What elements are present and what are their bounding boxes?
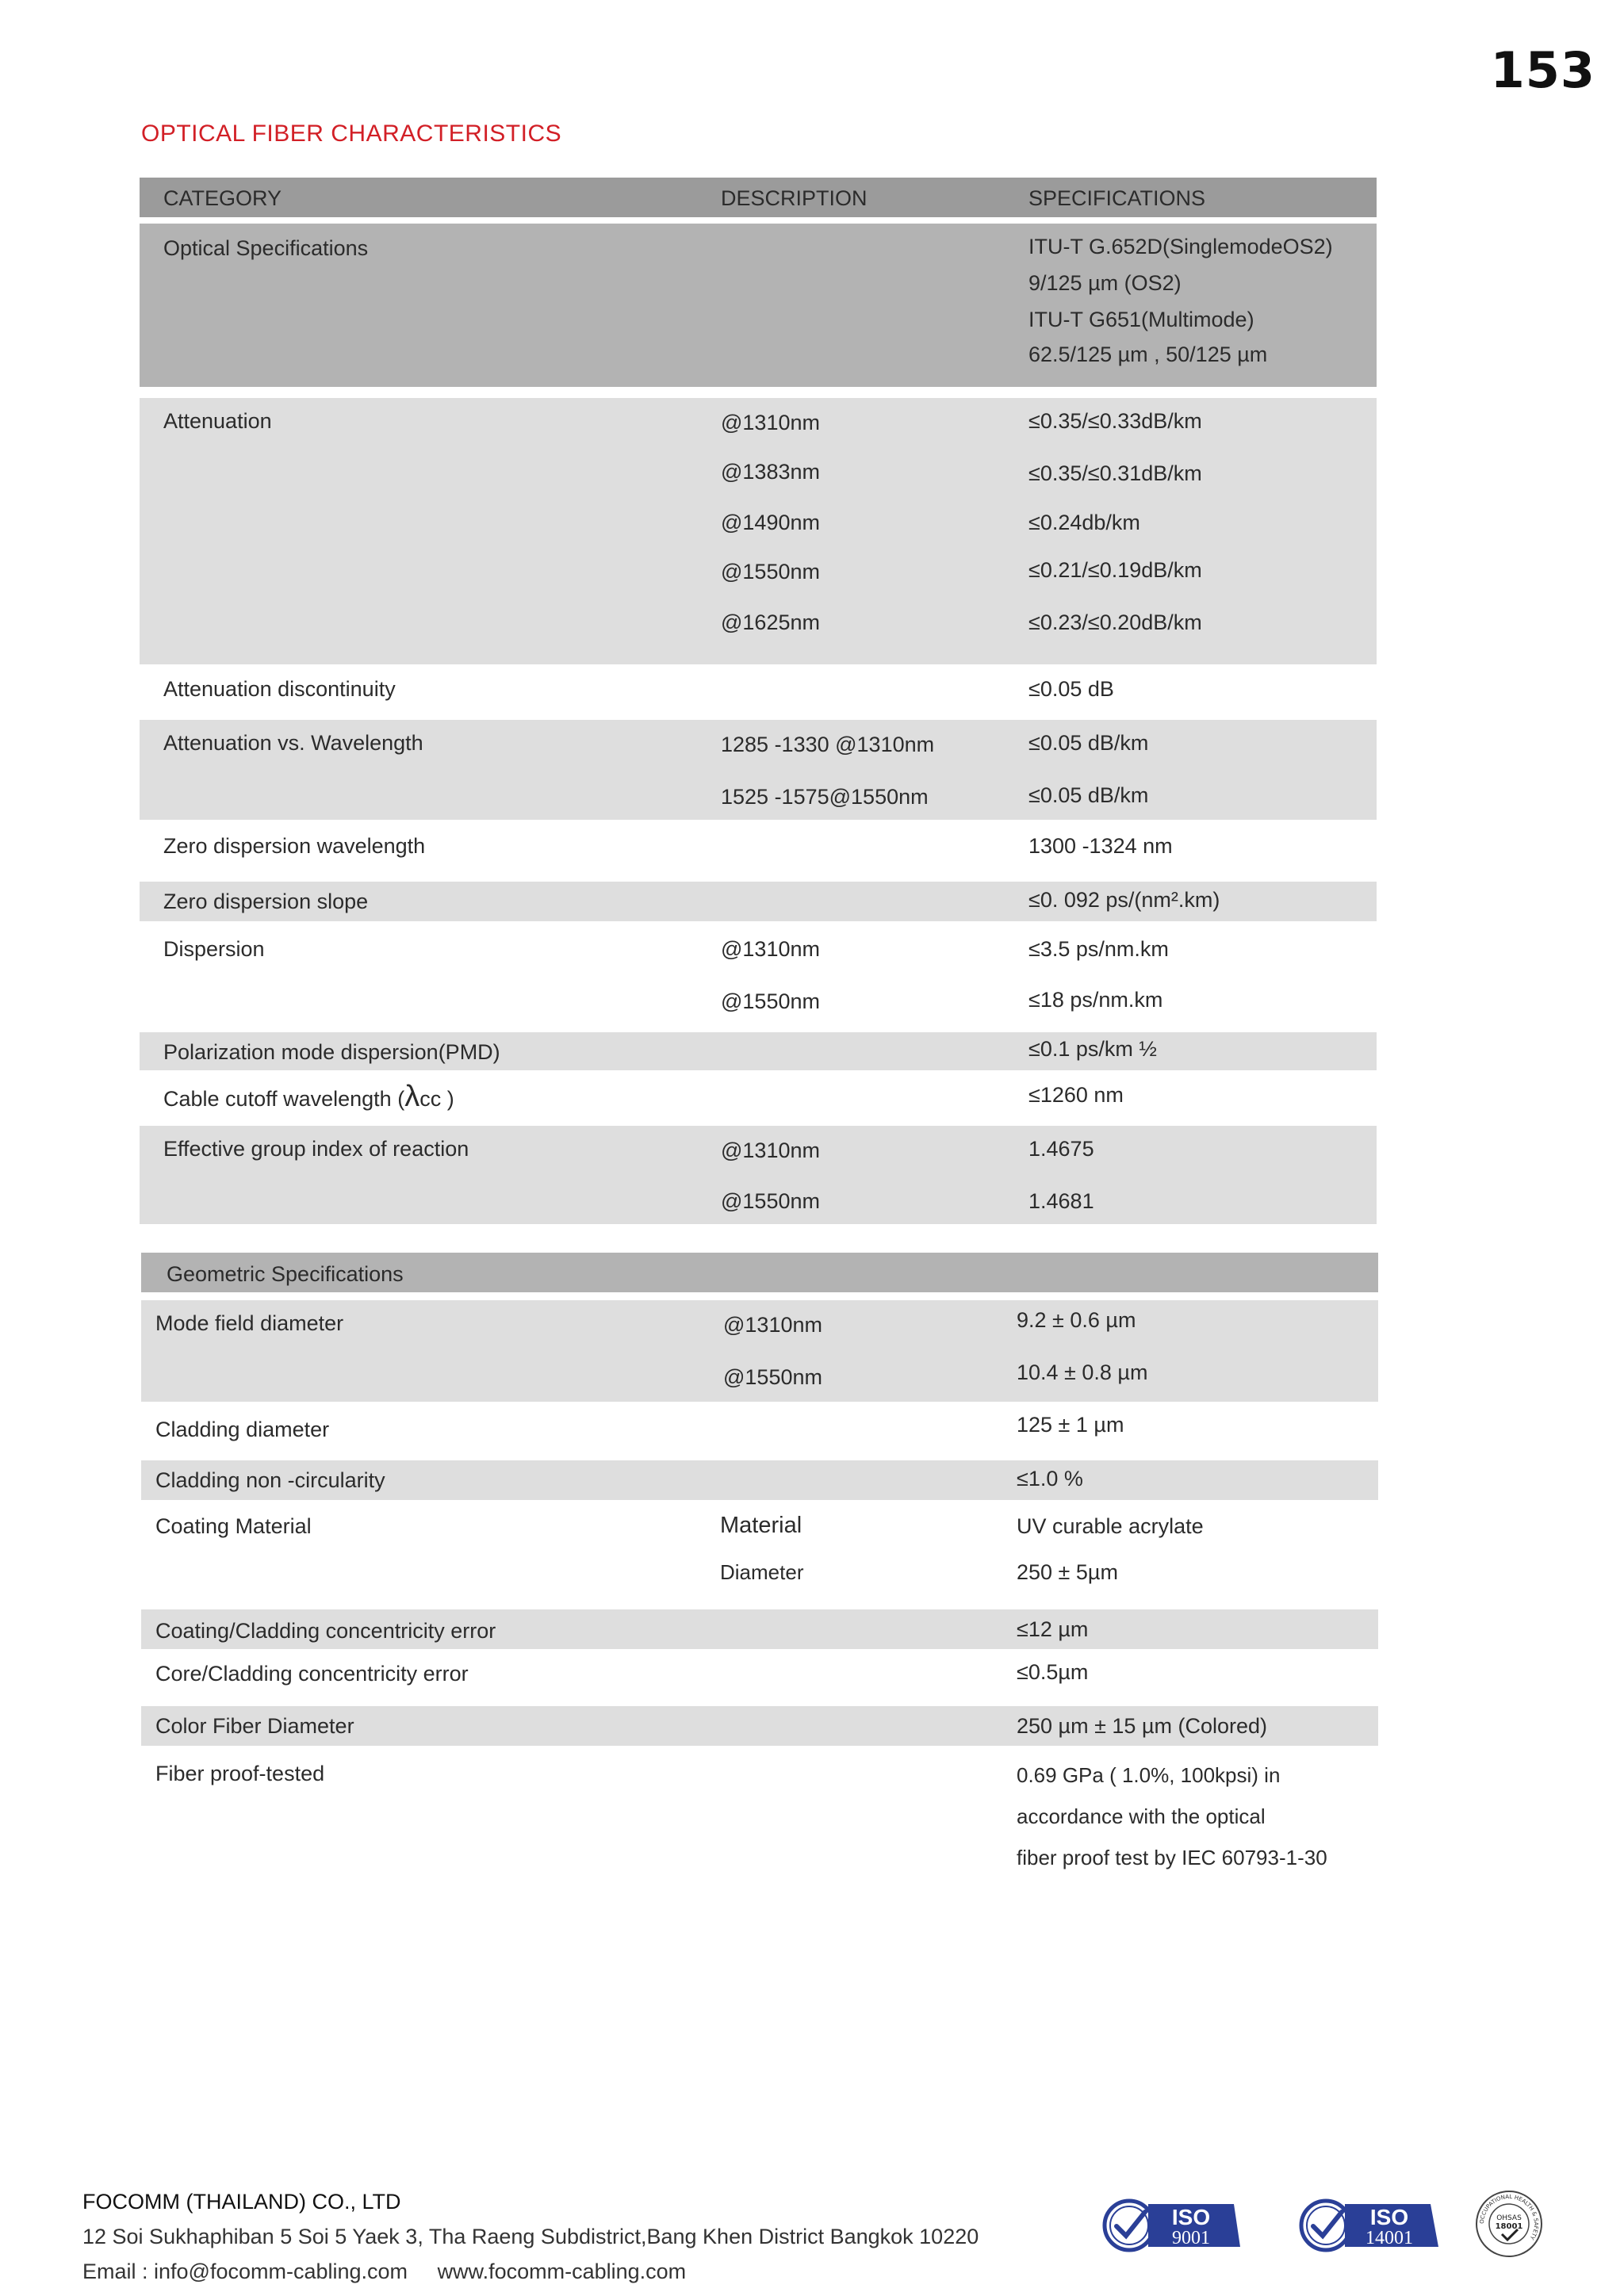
spec-line: 250 ± 5µm — [1017, 1560, 1118, 1584]
lambda-symbol: λ — [404, 1080, 420, 1113]
footer-address: 12 Soi Sukhaphiban 5 Soi 5 Yaek 3, Tha Raeng Subdistrict,Bang Khen District Bangkok 10220 — [82, 2225, 979, 2248]
footer-company: FOCOMM (THAILAND) CO., LTD — [82, 2190, 401, 2214]
header-category: CATEGORY — [163, 186, 282, 210]
spec-line: ≤0.24db/km — [1028, 511, 1140, 534]
table-row — [140, 1032, 1377, 1070]
table-row — [141, 1460, 1378, 1500]
row-label: Attenuation vs. Wavelength — [163, 731, 423, 755]
spec-line: 1.4675 — [1028, 1137, 1094, 1161]
desc-line: @1383nm — [721, 460, 820, 484]
spec-line: fiber proof test by IEC 60793-1-30 — [1017, 1846, 1327, 1869]
spec-line: ≤0.1 ps/km ½ — [1028, 1037, 1157, 1061]
desc-line: @1310nm — [721, 411, 820, 434]
row-label: Dispersion — [163, 937, 265, 961]
row-label: Coating Material — [155, 1514, 312, 1538]
table-row — [140, 1072, 1377, 1124]
spec-line: ≤0.21/≤0.19dB/km — [1028, 558, 1202, 582]
row-label: Polarization mode dispersion(PMD) — [163, 1040, 500, 1064]
desc-line: @1310nm — [723, 1313, 822, 1337]
ohsas-label: OHSAS — [1496, 2214, 1522, 2222]
spec-line: 10.4 ± 0.8 µm — [1017, 1360, 1148, 1384]
page-title: OPTICAL FIBER CHARACTERISTICS — [141, 121, 562, 147]
table-row — [140, 923, 1377, 1031]
spec-line: ≤0. 092 ps/(nm².km) — [1028, 888, 1220, 912]
section-label-optical: Optical Specifications — [163, 236, 369, 260]
row-label: Effective group index of reaction — [163, 1137, 469, 1161]
row-label: Mode field diameter — [155, 1311, 344, 1335]
table-row — [141, 1609, 1378, 1649]
iso-9001-bottom: 9001 — [1172, 2228, 1210, 2248]
spec-line: 62.5/125 µm , 50/125 µm — [1028, 342, 1268, 366]
desc-line: 1285 -1330 @1310nm — [721, 733, 935, 756]
header-description: DESCRIPTION — [721, 186, 868, 210]
row-label: Coating/Cladding concentricity error — [155, 1619, 496, 1643]
table-row — [141, 1651, 1378, 1705]
ohsas-ring-text: OCCUPATIONAL HEALTH & SAFETY — [1478, 2193, 1540, 2241]
cutoff-label-text: Cable cutoff wavelength ( — [163, 1087, 405, 1111]
table-row — [140, 398, 1377, 664]
iso-14001-badge-icon — [1297, 2195, 1438, 2256]
spec-line: 1.4681 — [1028, 1189, 1094, 1213]
spec-line: UV curable acrylate — [1017, 1514, 1204, 1538]
spec-line: 9.2 ± 0.6 µm — [1017, 1308, 1136, 1332]
row-label: Attenuation discontinuity — [163, 677, 396, 701]
spec-line: ≤1260 nm — [1028, 1083, 1124, 1107]
spec-line: ITU-T G651(Multimode) — [1028, 308, 1254, 331]
desc-line: @1310nm — [721, 1138, 820, 1162]
table-row — [140, 224, 1377, 387]
spec-line: ≤0.05 dB/km — [1028, 731, 1149, 755]
row-label: Zero dispersion slope — [163, 890, 369, 913]
footer-email: Email : info@focomm-cabling.com — [82, 2260, 408, 2283]
iso-9001-badge-icon — [1101, 2195, 1240, 2256]
spec-line: ≤0.05 dB — [1028, 677, 1114, 701]
row-label — [163, 1080, 454, 1114]
spec-line: ≤3.5 ps/nm.km — [1028, 937, 1169, 961]
iso-14001-top: ISO — [1369, 2205, 1409, 2229]
row-label: Core/Cladding concentricity error — [155, 1662, 469, 1686]
cutoff-label-suffix: cc ) — [419, 1087, 454, 1111]
row-label: Attenuation — [163, 409, 272, 433]
ohsas-18001-seal-icon — [1475, 2190, 1543, 2258]
table-header — [140, 178, 1377, 217]
row-label: Cladding diameter — [155, 1418, 330, 1441]
iso-14001-bottom: 14001 — [1365, 2228, 1413, 2248]
spec-line: accordance with the optical — [1017, 1804, 1266, 1828]
spec-line: ≤0.23/≤0.20dB/km — [1028, 610, 1202, 634]
table-row — [141, 1300, 1378, 1402]
table-row — [141, 1706, 1378, 1746]
desc-line: @1550nm — [721, 560, 820, 584]
spec-line: 0.69 GPa ( 1.0%, 100kpsi) in — [1017, 1763, 1281, 1787]
row-label: Cladding non -circularity — [155, 1468, 385, 1492]
table-row — [140, 821, 1377, 878]
table-row — [141, 1253, 1378, 1292]
spec-line: ≤0.05 dB/km — [1028, 783, 1149, 807]
footer-website[interactable]: www.focomm-cabling.com — [437, 2260, 687, 2283]
spec-line: ≤0.35/≤0.33dB/km — [1028, 409, 1202, 433]
spec-line: 250 µm ± 15 µm (Colored) — [1017, 1714, 1268, 1738]
table-row — [140, 882, 1377, 921]
footer-contact — [82, 2260, 710, 2284]
desc-line: @1310nm — [721, 937, 820, 961]
spec-line: ≤0.35/≤0.31dB/km — [1028, 461, 1202, 485]
iso-9001-top: ISO — [1171, 2205, 1211, 2229]
header-specifications: SPECIFICATIONS — [1028, 186, 1206, 210]
spec-line: 125 ± 1 µm — [1017, 1413, 1124, 1437]
table-row — [140, 1126, 1377, 1224]
row-label: Color Fiber Diameter — [155, 1714, 354, 1738]
desc-line: Material — [720, 1513, 802, 1538]
table-row — [141, 1747, 1378, 1890]
desc-line: Diameter — [720, 1560, 804, 1584]
desc-line: @1550nm — [721, 989, 820, 1013]
row-label: Zero dispersion wavelength — [163, 834, 426, 858]
spec-line: 9/125 µm (OS2) — [1028, 271, 1182, 295]
spec-line: 1300 -1324 nm — [1028, 834, 1173, 858]
table-row — [141, 1403, 1378, 1459]
table-row — [140, 720, 1377, 820]
ohsas-number: 18001 — [1495, 2222, 1523, 2231]
spec-line: ≤18 ps/nm.km — [1028, 988, 1163, 1012]
spec-line: ITU-T G.652D(SinglemodeOS2) — [1028, 235, 1333, 258]
desc-line: @1625nm — [721, 610, 820, 634]
page-number: 153 — [1490, 41, 1595, 99]
section-label-geometric: Geometric Specifications — [167, 1262, 404, 1286]
table-row — [140, 666, 1377, 718]
spec-line: ≤1.0 % — [1017, 1467, 1083, 1490]
desc-line: @1550nm — [723, 1365, 822, 1389]
table-row — [141, 1502, 1378, 1608]
spec-line: ≤0.5µm — [1017, 1660, 1089, 1684]
desc-line: @1490nm — [721, 511, 820, 534]
desc-line: 1525 -1575@1550nm — [721, 785, 929, 809]
desc-line: @1550nm — [721, 1189, 820, 1213]
spec-line: ≤12 µm — [1017, 1617, 1089, 1641]
row-label: Fiber proof-tested — [155, 1762, 325, 1785]
